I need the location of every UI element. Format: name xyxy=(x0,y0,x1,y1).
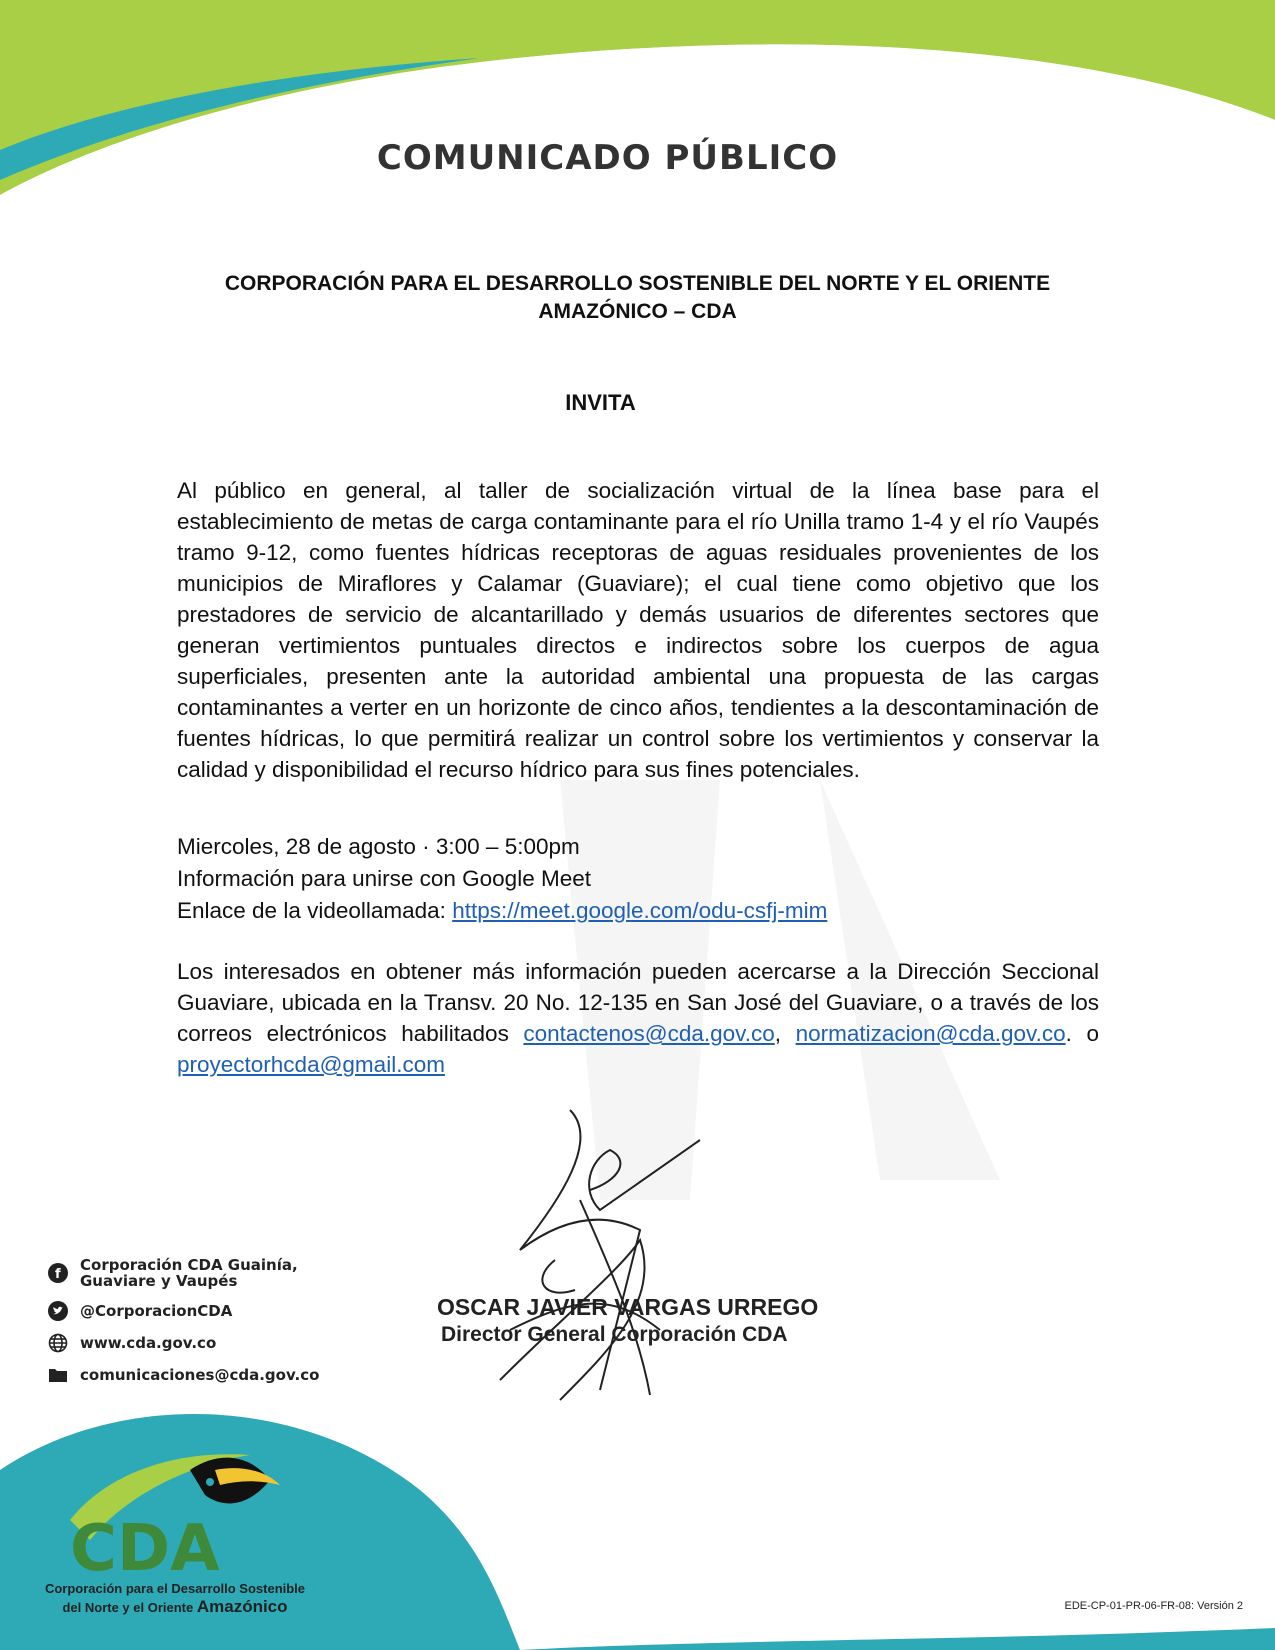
logo-caption-line-1: Corporación para el Desarrollo Sostenible xyxy=(44,1581,306,1596)
contact-text: Los interesados en obtener más información pueden acercarse a la Dirección Seccional Guaviare, ubicada en la Transv. 20 No. 12-135 en San José del Guaviare, o a través de los correos electrónicos habilitados xyxy=(177,959,1099,1046)
invita-heading: INVITA xyxy=(565,390,636,415)
signer-name: OSCAR JAVIER VARGAS URREGO xyxy=(437,1294,819,1320)
logo-caption xyxy=(40,1580,310,1617)
svg-text:f: f xyxy=(55,1267,61,1282)
folder-icon xyxy=(48,1365,68,1385)
invitation-paragraph: Al público en general, al taller de socialización virtual de la línea base para el establecimiento de metas de carga contaminante para el río Unilla tramo 1-4 y el río Vaupés tramo 9-12, como fuentes hídricas receptoras de aguas residuales provenientes de los municipios de Miraflores y Calamar (Guaviare); el cual tiene como objetivo que los prestadores de servicio de alcantarillado y demás usuarios de diferentes sectores que generan vertimientos puntuales directos e indirectos sobre los cuerpos de agua superficiales, presenten ante la autoridad ambiental una propuesta de las cargas contaminantes a verter en un horizonte de cinco años, tendientes a la descontaminación de fuentes hídricas, lo que permitirá realizar un control sobre los vertimientos y conservar la calidad y disponibilidad el recurso hídrico para sus fines potenciales. xyxy=(177,478,1099,782)
email-link-contactenos[interactable]: contactenos@cda.gov.co xyxy=(523,1021,775,1046)
separator: , xyxy=(774,1021,796,1046)
facebook-line-1: Corporación CDA Guainía, xyxy=(80,1256,298,1274)
separator: . o xyxy=(1065,1021,1099,1046)
organization-line-2: AMAZÓNICO – CDA xyxy=(538,300,737,323)
social-links xyxy=(48,1257,319,1397)
email-link-proyector[interactable]: proyectorhcda@gmail.com xyxy=(177,1052,445,1077)
document-code: EDE-CP-01-PR-06-FR-08: Versión 2 xyxy=(1064,1600,1243,1612)
event-details xyxy=(177,831,827,927)
signer-role: Director General Corporación CDA xyxy=(441,1323,788,1346)
bottom-teal-strip xyxy=(520,1628,1275,1650)
contact-paragraph xyxy=(177,956,1099,1080)
facebook-icon xyxy=(48,1263,68,1283)
website-url: www.cda.gov.co xyxy=(80,1334,217,1352)
social-facebook xyxy=(48,1257,319,1289)
social-twitter xyxy=(48,1301,319,1321)
twitter-handle: @CorporacionCDA xyxy=(80,1302,233,1320)
social-web xyxy=(48,1333,319,1353)
facebook-line-2: Guaviare y Vaupés xyxy=(80,1272,238,1290)
logo-caption-line-2-wrap xyxy=(40,1598,310,1617)
event-link-label: Enlace de la videollamada: xyxy=(177,898,453,923)
organization-name xyxy=(150,270,1125,326)
email-link-normatizacion[interactable]: normatizacion@cda.gov.co xyxy=(795,1021,1066,1046)
communications-email: comunicaciones@cda.gov.co xyxy=(80,1366,320,1384)
social-email xyxy=(48,1365,319,1385)
page-title: COMUNICADO PÚBLICO xyxy=(376,138,839,178)
twitter-icon xyxy=(48,1301,68,1321)
meet-link[interactable]: https://meet.google.com/odu-csfj-mim xyxy=(452,898,828,923)
logo-letters: CDA xyxy=(70,1512,220,1586)
globe-icon xyxy=(48,1333,68,1353)
logo-caption-amazonico: Amazónico xyxy=(196,1597,288,1616)
event-link-line xyxy=(177,895,827,927)
logo-caption-line-2: del Norte y el Oriente xyxy=(62,1600,197,1615)
event-meet-info: Información para unirse con Google Meet xyxy=(177,866,591,891)
organization-line-1: CORPORACIÓN PARA EL DESARROLLO SOSTENIBLE DEL NORTE Y EL ORIENTE xyxy=(224,272,1051,295)
event-date: Miercoles, 28 de agosto · 3:00 – 5:00pm xyxy=(177,834,580,859)
